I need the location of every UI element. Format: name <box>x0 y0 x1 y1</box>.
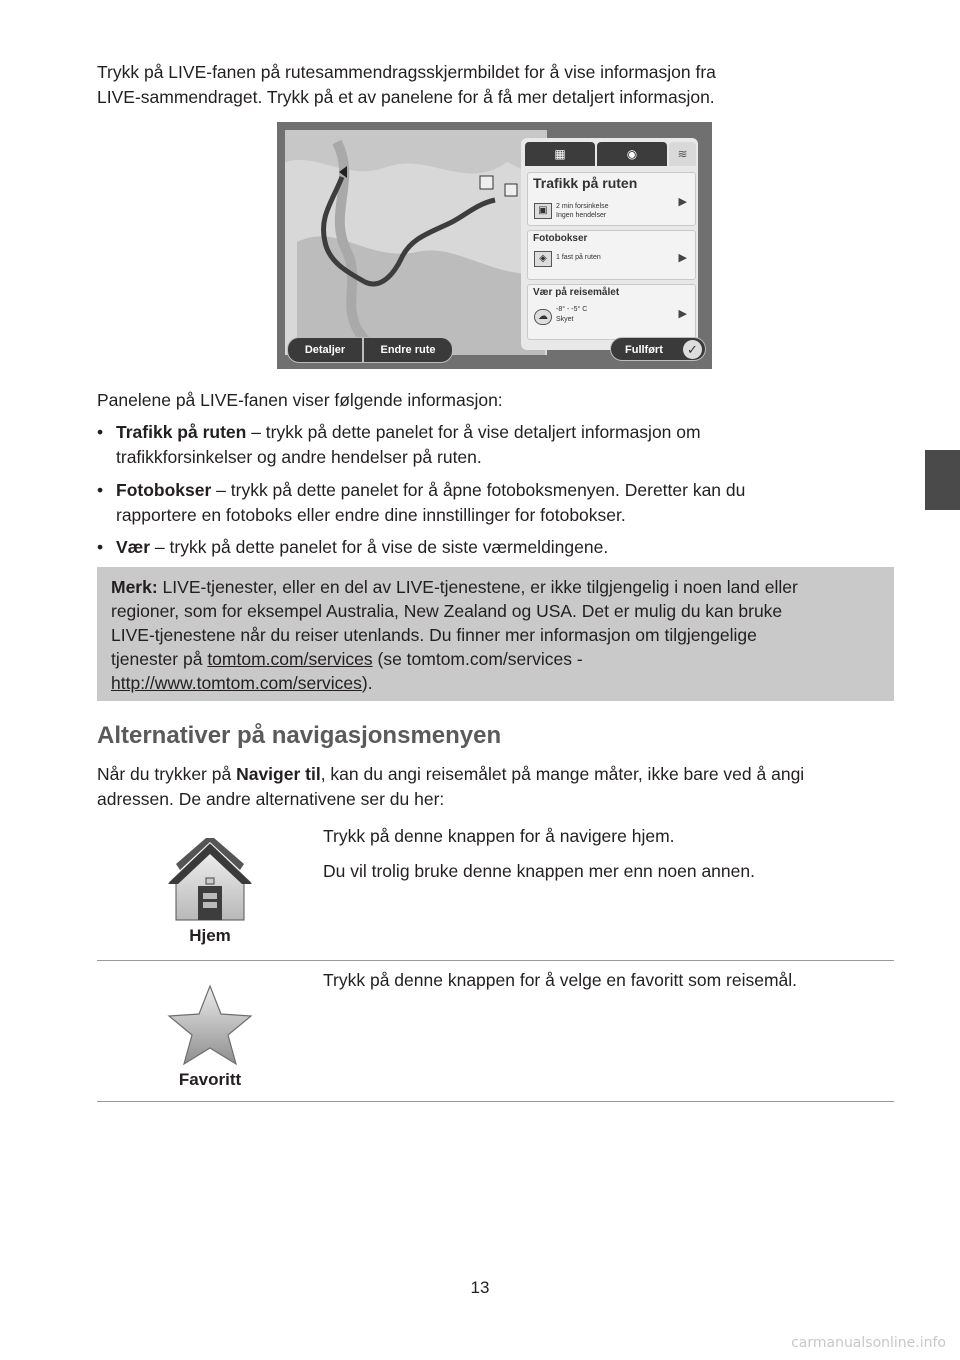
note-box: Merk: LIVE-tjenester, eller en del av LIVE-tjenestene, er ikke tilgjengelig i noen land eller regioner, som for eksempel Australia, New Zealand og USA. Det er mulig du kan bruke LIVE-tjenestene når du reiser utenlands. Du finner mer informasjon om tilgjengelige tjenester på tomtom.com/services (se tomtom.com/services - http://www.tomtom.com/services). <box>97 567 894 701</box>
panel-weather[interactable]: Vær på reisemålet ☁ -8° - -5° C Skyet ▶ <box>527 284 696 340</box>
chevron-right-icon: ▶ <box>678 308 687 320</box>
compass-icon: ◉ <box>626 147 638 161</box>
list-item: • Vær – trykk på dette panelet for å vise de siste værmeldingene. <box>97 537 609 557</box>
section-paragraph: Når du trykker på Naviger til, kan du angi reisemålet på mange måter, ikke bare ved å angi adressen. De andre alternativene ser du her: <box>97 764 805 809</box>
divider <box>97 960 894 961</box>
option-description: Trykk på denne knappen for å velge en favoritt som reisemål. <box>323 970 798 990</box>
tab-live[interactable] <box>669 142 696 166</box>
services-link[interactable]: tomtom.com/services <box>207 649 373 669</box>
option-description: Trykk på denne knappen for å navigere hjem. <box>323 826 675 846</box>
services-url-link[interactable]: http://www.tomtom.com/services <box>111 673 362 693</box>
list-item: • Fotobokser – trykk på dette panelet for å åpne fotoboksmenyen. Deretter kan du rapportere en fotoboks eller endre dine innstillinger for fotobokser. <box>97 480 746 525</box>
chevron-right-icon: ▶ <box>678 196 687 208</box>
page-number: 13 <box>470 1278 490 1297</box>
option-home[interactable] <box>150 838 270 953</box>
change-route-button[interactable]: Endre rute <box>363 337 453 363</box>
intro-paragraph: Trykk på LIVE-fanen på rutesammendragsskjermbildet for å vise informasjon fra LIVE-sammendraget. Trykk på et av panelene for å få mer detaljert informasjon. <box>97 62 716 107</box>
done-button[interactable]: Fullført ✓ <box>610 337 706 361</box>
live-signal-icon: ≋ <box>677 147 688 161</box>
panels-intro: Panelene på LIVE-fanen viser følgende informasjon: <box>97 390 503 410</box>
details-button[interactable]: Detaljer <box>287 337 363 363</box>
tab-navigation[interactable] <box>597 142 667 166</box>
camera-icon: ◈ <box>534 251 552 267</box>
checkered-flag-icon: ▦ <box>554 147 566 161</box>
panel-speed-cameras[interactable]: Fotobokser ◈ 1 fast på ruten ▶ <box>527 230 696 280</box>
section-heading: Alternativer på navigasjonsmenyen <box>97 722 502 749</box>
checkmark-icon: ✓ <box>683 340 702 359</box>
cloud-icon: ☁ <box>534 309 552 325</box>
option-label: Hjem <box>189 926 231 945</box>
divider <box>97 1101 894 1102</box>
tab-route[interactable] <box>525 142 595 166</box>
star-icon <box>150 982 270 1068</box>
summary-tabs <box>521 138 698 166</box>
traffic-icon: ▣ <box>534 203 552 219</box>
chapter-tab <box>925 450 960 510</box>
home-icon <box>150 838 270 923</box>
watermark: carmanualsonline.info <box>791 1335 946 1351</box>
option-description: Du vil trolig bruke denne knappen mer enn noen annen. <box>323 861 755 881</box>
chevron-right-icon: ▶ <box>678 252 687 264</box>
option-label: Favoritt <box>178 1070 242 1089</box>
panel-traffic[interactable]: Trafikk på ruten ▣ 2 min forsinkelse Ingen hendelser ▶ <box>527 172 696 226</box>
option-favourite[interactable] <box>150 982 270 1092</box>
list-item: • Trafikk på ruten – trykk på dette panelet for å vise detaljert informasjon om trafikkforsinkelser og andre hendelser på ruten. <box>97 422 701 467</box>
